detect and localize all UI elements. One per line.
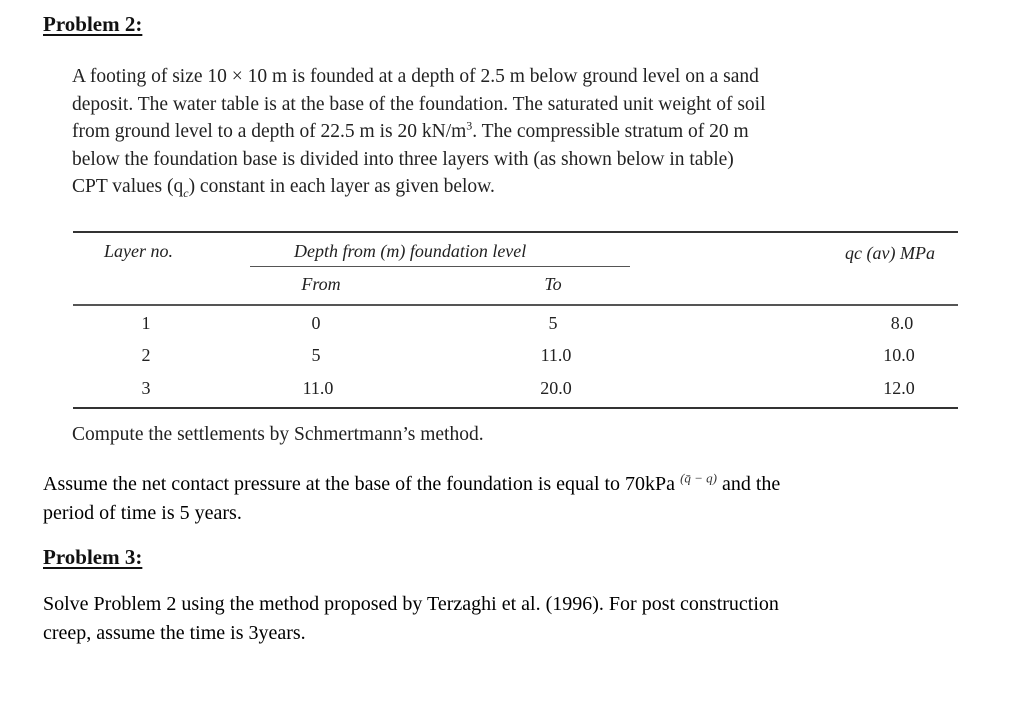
row-2-from: 5 (311, 345, 321, 365)
compute-instruction (72, 421, 952, 449)
row-3-qc: 12.0 (883, 378, 915, 398)
row-1-layer: 1 (141, 313, 151, 333)
header-depth: Depth from (m) foundation level (294, 241, 527, 261)
table-header-rule (73, 304, 958, 306)
assumption-text (43, 470, 780, 528)
header-qc: qc (av) MPa (845, 243, 935, 263)
intro-line-5 (72, 173, 952, 201)
row-1-from: 0 (311, 313, 321, 333)
problem-3-description (43, 590, 779, 648)
intro-line-2: deposit. The water table is at the base of the foundation. The saturated unit weight of soil (72, 93, 766, 115)
intro-line-4: below the foundation base is divided into three layers with (as shown below in table) (72, 148, 734, 170)
depth-subheader-rule (250, 266, 630, 267)
table-bottom-rule (73, 407, 958, 409)
problem-3-title: Problem 3: (43, 545, 143, 569)
row-2-to: 11.0 (540, 345, 572, 365)
assumption-line-1 (43, 470, 780, 499)
row-1-qc: 8.0 (890, 313, 914, 333)
problem-3-line-1: Solve Problem 2 using the method proposed by Terzaghi et al. (1996). For post construction (43, 593, 779, 615)
assumption-line-2: period of time is 5 years. (43, 502, 242, 524)
qc-subscript: c (183, 185, 189, 200)
row-3-layer: 3 (141, 378, 151, 398)
intro-line-1: A footing of size 10 × 10 m is founded at a depth of 2.5 m below ground level on a sand (72, 66, 759, 87)
problem-2-title: Problem 2: (43, 12, 143, 36)
intro-line-5b: ) constant in each layer as given below. (188, 176, 495, 197)
row-1-to: 5 (548, 313, 558, 333)
header-layer-no: Layer no. (104, 241, 173, 261)
header-to: To (544, 274, 562, 294)
intro-line-5a: CPT values (q (72, 176, 184, 197)
intro-line-3a: from ground level to a depth of 22.5 m is 20 kN/m (72, 121, 467, 142)
intro-line-3 (72, 118, 952, 146)
assumption-line-1a: Assume the net contact pressure at the base of the foundation is equal to 70kPa (43, 473, 676, 495)
table-top-rule (73, 231, 958, 233)
unit-superscript: 3 (466, 118, 473, 133)
header-from: From (301, 274, 341, 294)
row-2-layer: 2 (141, 345, 151, 365)
pressure-expression: (q̄ − q) (680, 470, 717, 486)
row-3-to: 20.0 (540, 378, 572, 398)
row-2-qc: 10.0 (883, 345, 915, 365)
row-3-from: 11.0 (302, 378, 334, 398)
compute-line: Compute the settlements by Schmertmann’s method. (72, 424, 484, 445)
problem-2-description (72, 63, 952, 201)
intro-line-3b: . The compressible stratum of 20 m (472, 121, 749, 142)
assumption-line-1b: and the (722, 473, 781, 495)
problem-3-line-2: creep, assume the time is 3years. (43, 622, 306, 644)
